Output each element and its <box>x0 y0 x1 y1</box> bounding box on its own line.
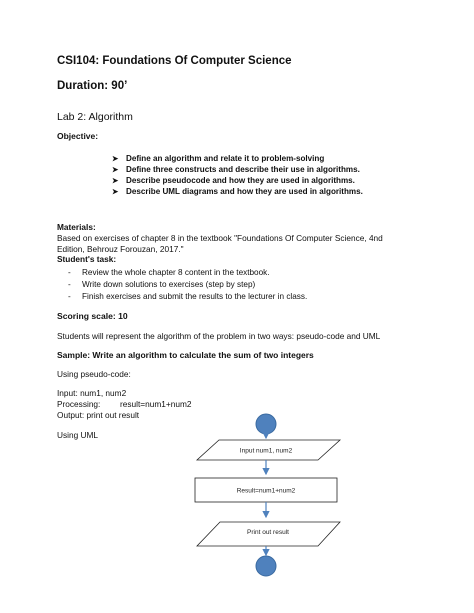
output-node-label: Print out result <box>247 529 289 536</box>
pseudo-processing-value: result=num1+num2 <box>120 399 192 409</box>
objective-item-text: Define three constructs and describe their use in algorithms. <box>126 165 360 174</box>
start-node <box>256 414 276 434</box>
objective-item-text: Define an algorithm and relate it to problem-solving <box>126 154 325 163</box>
materials-heading: Materials: <box>57 222 96 232</box>
materials-line-1: Based on exercises of chapter 8 in the textbook "Foundations Of Computer Science, 4nd <box>57 233 383 243</box>
task-heading: Student's task: <box>57 254 117 264</box>
dash-bullet: - <box>68 268 71 277</box>
arrow-bullet-icon: ➤ <box>112 176 119 185</box>
objective-item-text: Describe UML diagrams and how they are used in algorithms. <box>126 187 363 196</box>
process-node-label: Result=num1+num2 <box>236 487 296 495</box>
end-node <box>256 556 276 576</box>
arrow-bullet-icon: ➤ <box>112 154 119 163</box>
task-item-text: Review the whole chapter 8 content in the textbook. <box>82 268 270 277</box>
objective-heading: Objective: <box>57 131 99 141</box>
course-title: CSI104: Foundations Of Computer Science <box>57 55 292 67</box>
dash-bullet: - <box>68 292 71 301</box>
pseudo-input: Input: num1, num2 <box>57 388 127 398</box>
lab-title: Lab 2: Algorithm <box>57 111 133 123</box>
duration: Duration: 90’ <box>57 80 128 92</box>
objective-item-text: Describe pseudocode and how they are used in algorithms. <box>126 176 355 185</box>
task-item-text: Write down solutions to exercises (step by step) <box>82 280 256 289</box>
task-item-text: Finish exercises and submit the results to the lecturer in class. <box>82 292 308 301</box>
using-pseudo-label: Using pseudo-code: <box>57 369 131 379</box>
scoring-text: Students will represent the algorithm of the problem in two ways: pseudo-code and UML <box>57 331 381 341</box>
pseudo-processing-label: Processing: <box>57 399 101 409</box>
scoring-heading: Scoring scale: 10 <box>57 311 128 321</box>
input-node-label: Input num1, num2 <box>239 447 293 455</box>
dash-bullet: - <box>68 280 71 289</box>
sample-heading: Sample: Write an algorithm to calculate the sum of two integers <box>57 350 314 360</box>
pseudo-output: Output: print out result <box>57 410 140 420</box>
materials-line-2: Edition, Behrouz Forouzan, 2017." <box>57 244 184 254</box>
arrow-bullet-icon: ➤ <box>112 187 119 196</box>
using-uml-label: Using UML <box>57 430 99 440</box>
arrow-bullet-icon: ➤ <box>112 165 119 174</box>
